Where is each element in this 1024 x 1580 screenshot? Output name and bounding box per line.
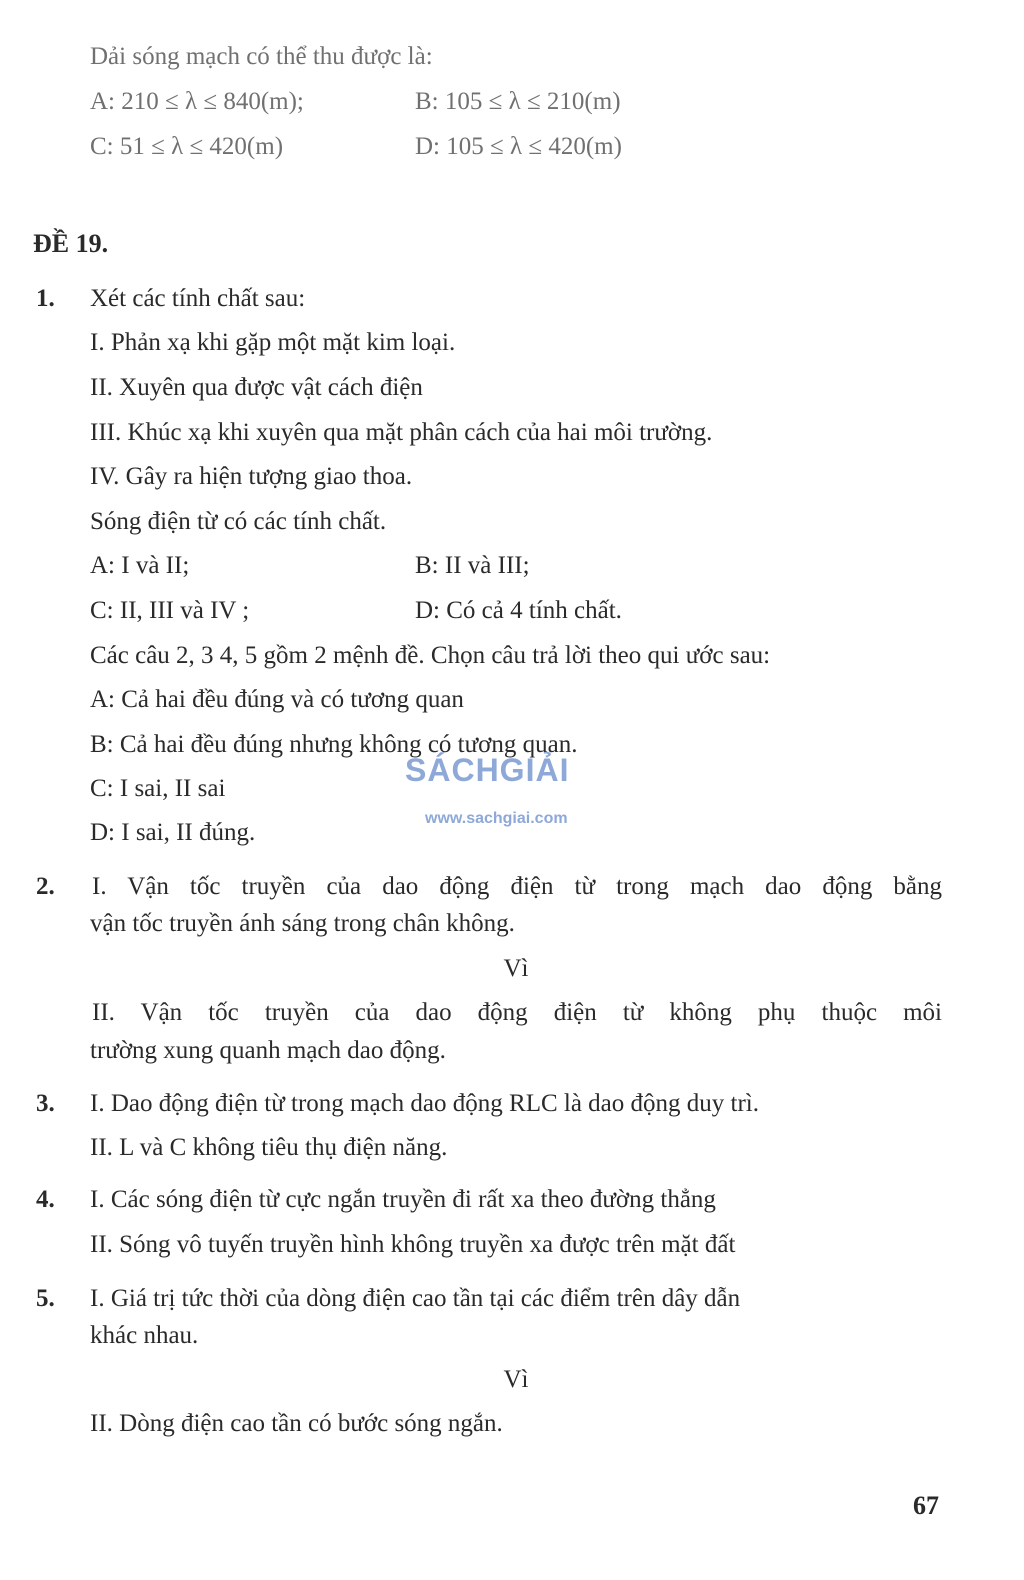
q2-statement-2-line-2: trường xung quanh mạch dao động.: [90, 1037, 446, 1064]
watermark-brand: SÁCHGIẢI: [405, 752, 570, 788]
q5-number: 5.: [36, 1285, 55, 1312]
q5-because: Vì: [503, 1366, 529, 1393]
watermark-url: www.sachgiai.com: [425, 810, 568, 827]
q1-option-c: C: II, III và IV ;: [90, 597, 250, 624]
section-title: ĐỀ 19.: [33, 229, 109, 258]
q2-statement-1-line-2: vận tốc truyền ánh sáng trong chân không.: [90, 910, 515, 937]
q5-statement-1-line-1: I. Giá trị tức thời của dòng điện cao tần tại các điểm trên dây dẫn: [90, 1285, 741, 1312]
q2-statement-1-line-1: I. Vận tốc truyền của dao động điện từ trong mạch dao động bằng: [92, 873, 942, 900]
prev-option-b: B: 105 ≤ λ ≤ 210(m): [415, 88, 621, 115]
q2-statement-2-line-1: II. Vận tốc truyền của dao động điện từ không phụ thuộc môi: [92, 999, 942, 1026]
q1-property: II. Xuyên qua được vật cách điện: [90, 374, 423, 401]
prev-option-a: A: 210 ≤ λ ≤ 840(m);: [90, 88, 304, 115]
prev-option-d: D: 105 ≤ λ ≤ 420(m): [415, 133, 622, 160]
q1-option-b: B: II và III;: [415, 552, 530, 579]
q3-number: 3.: [36, 1090, 55, 1117]
convention-b: B: Cả hai đều đúng nhưng không có tương quan.: [90, 731, 578, 758]
q2-number: 2.: [36, 873, 55, 900]
page-number: 67: [913, 1491, 939, 1520]
q1-property: IV. Gây ra hiện tượng giao thoa.: [90, 463, 413, 490]
q1-question: Sóng điện từ có các tính chất.: [90, 508, 387, 535]
q1-property: III. Khúc xạ khi xuyên qua mặt phân cách của hai môi trường.: [90, 419, 713, 446]
q4-number: 4.: [36, 1186, 55, 1213]
q1-option-a: A: I và II;: [90, 552, 190, 579]
q1-option-d: D: Có cả 4 tính chất.: [415, 597, 622, 624]
convention-intro: Các câu 2, 3 4, 5 gồm 2 mệnh đề. Chọn câu trả lời theo qui ước sau:: [90, 642, 771, 669]
prev-question-stem: Dải sóng mạch có thể thu được là:: [90, 43, 433, 70]
q1-property: I. Phản xạ khi gặp một mặt kim loại.: [90, 329, 456, 356]
q2-because: Vì: [503, 955, 529, 982]
q1-stem: Xét các tính chất sau:: [90, 285, 306, 312]
prev-option-c: C: 51 ≤ λ ≤ 420(m): [90, 133, 284, 160]
convention-a: A: Cả hai đều đúng và có tương quan: [90, 686, 464, 713]
watermark: [405, 752, 615, 832]
q5-statement-2: II. Dòng điện cao tần có bước sóng ngắn.: [90, 1410, 503, 1437]
convention-c: C: I sai, II sai: [90, 775, 226, 802]
convention-d: D: I sai, II đúng.: [90, 819, 256, 846]
q1-number: 1.: [36, 285, 55, 312]
q3-statement-2: II. L và C không tiêu thụ điện năng.: [90, 1134, 448, 1161]
q4-statement-2: II. Sóng vô tuyến truyền hình không truyền xa được trên mặt đất: [90, 1231, 736, 1258]
q5-statement-1-line-2: khác nhau.: [90, 1322, 199, 1349]
q3-statement-1: I. Dao động điện từ trong mạch dao động RLC là dao động duy trì.: [90, 1090, 759, 1117]
q4-statement-1: I. Các sóng điện từ cực ngắn truyền đi rất xa theo đường thẳng: [90, 1186, 716, 1213]
